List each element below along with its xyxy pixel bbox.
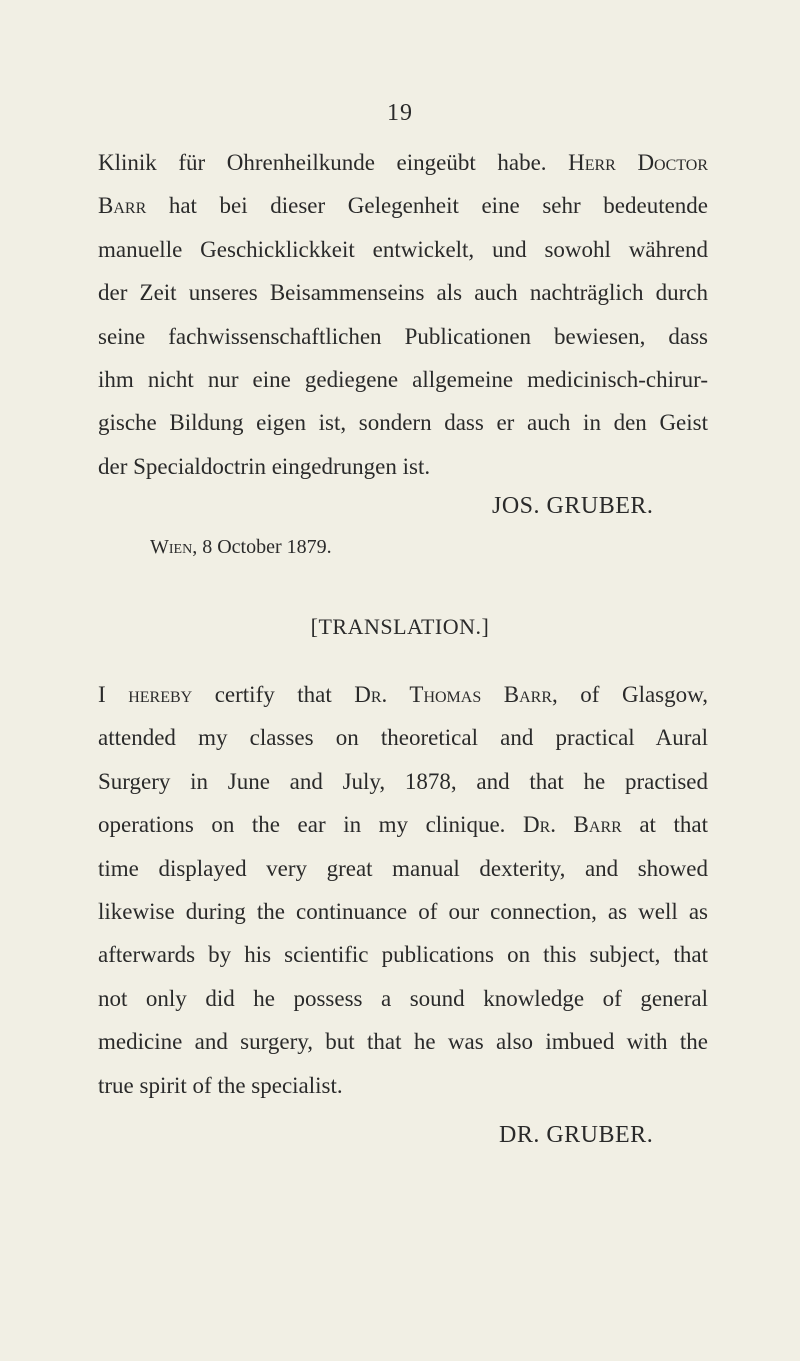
- dateline-place: Wien: [150, 536, 193, 558]
- text-line: der Zeit unseres Beisammenseins als auch nachträglich durch: [98, 280, 708, 306]
- translation-heading: [TRANSLATION.]: [310, 614, 490, 639]
- text-run: certify that: [192, 682, 355, 707]
- word-hereby: hereby: [128, 682, 193, 707]
- german-certificate-paragraph: [98, 141, 708, 488]
- text-run: , of Glasgow,: [552, 682, 708, 707]
- name-dr-barr: Dr. Barr: [522, 812, 622, 838]
- text-line: true spirit of the specialist.: [98, 1072, 343, 1098]
- name-herr-doctor: Herr Doctor: [568, 150, 708, 175]
- text-line: [98, 803, 708, 846]
- text-line: likewise during the continuance of our connection, as well as: [98, 899, 708, 925]
- text-line: [98, 141, 708, 184]
- text-run: hat bei dieser Gelegenheit eine sehr bedeutende: [146, 193, 708, 219]
- text-line: [98, 184, 708, 227]
- name-dr-thomas-barr: Dr. Thomas Barr: [354, 682, 553, 707]
- page-number: 19: [387, 100, 413, 126]
- signature-jos-gruber: JOS. GRUBER.: [492, 493, 654, 519]
- text-run: operations on the ear in my clinique.: [98, 812, 523, 838]
- text-line: gische Bildung eigen ist, sondern dass er auch in den Geist: [98, 410, 708, 436]
- dateline: [150, 536, 332, 559]
- text-line: manuelle Geschicklickkeit entwickelt, und sowohl während: [98, 236, 708, 262]
- text-line: [98, 673, 708, 716]
- signature-dr-gruber: DR. GRUBER.: [499, 1122, 654, 1148]
- text-run: Klinik für Ohrenheilkunde eingeübt habe.: [98, 150, 569, 175]
- text-line: attended my classes on theoretical and practical Aural: [98, 725, 708, 751]
- text-line: seine fachwissenschaftlichen Publicationen bewiesen, dass: [98, 323, 708, 349]
- text-line: not only did he possess a sound knowledge of general: [98, 985, 708, 1011]
- text-line: der Specialdoctrin eingedrungen ist.: [98, 453, 431, 479]
- dateline-date: , 8 October 1879.: [192, 536, 332, 558]
- text-line: time displayed very great manual dexterity, and showed: [98, 855, 708, 881]
- text-run: I: [98, 682, 129, 707]
- english-translation-paragraph: [98, 673, 708, 1107]
- text-line: Surgery in June and July, 1878, and that he practised: [98, 768, 708, 794]
- text-line: ihm nicht nur eine gediegene allgemeine medicinisch-chirur-: [98, 367, 708, 393]
- text-line: medicine and surgery, but that he was also imbued with the: [98, 1029, 708, 1055]
- name-barr: Barr: [98, 193, 147, 219]
- text-run: at that: [621, 812, 708, 838]
- text-line: afterwards by his scientific publications on this subject, that: [98, 942, 708, 968]
